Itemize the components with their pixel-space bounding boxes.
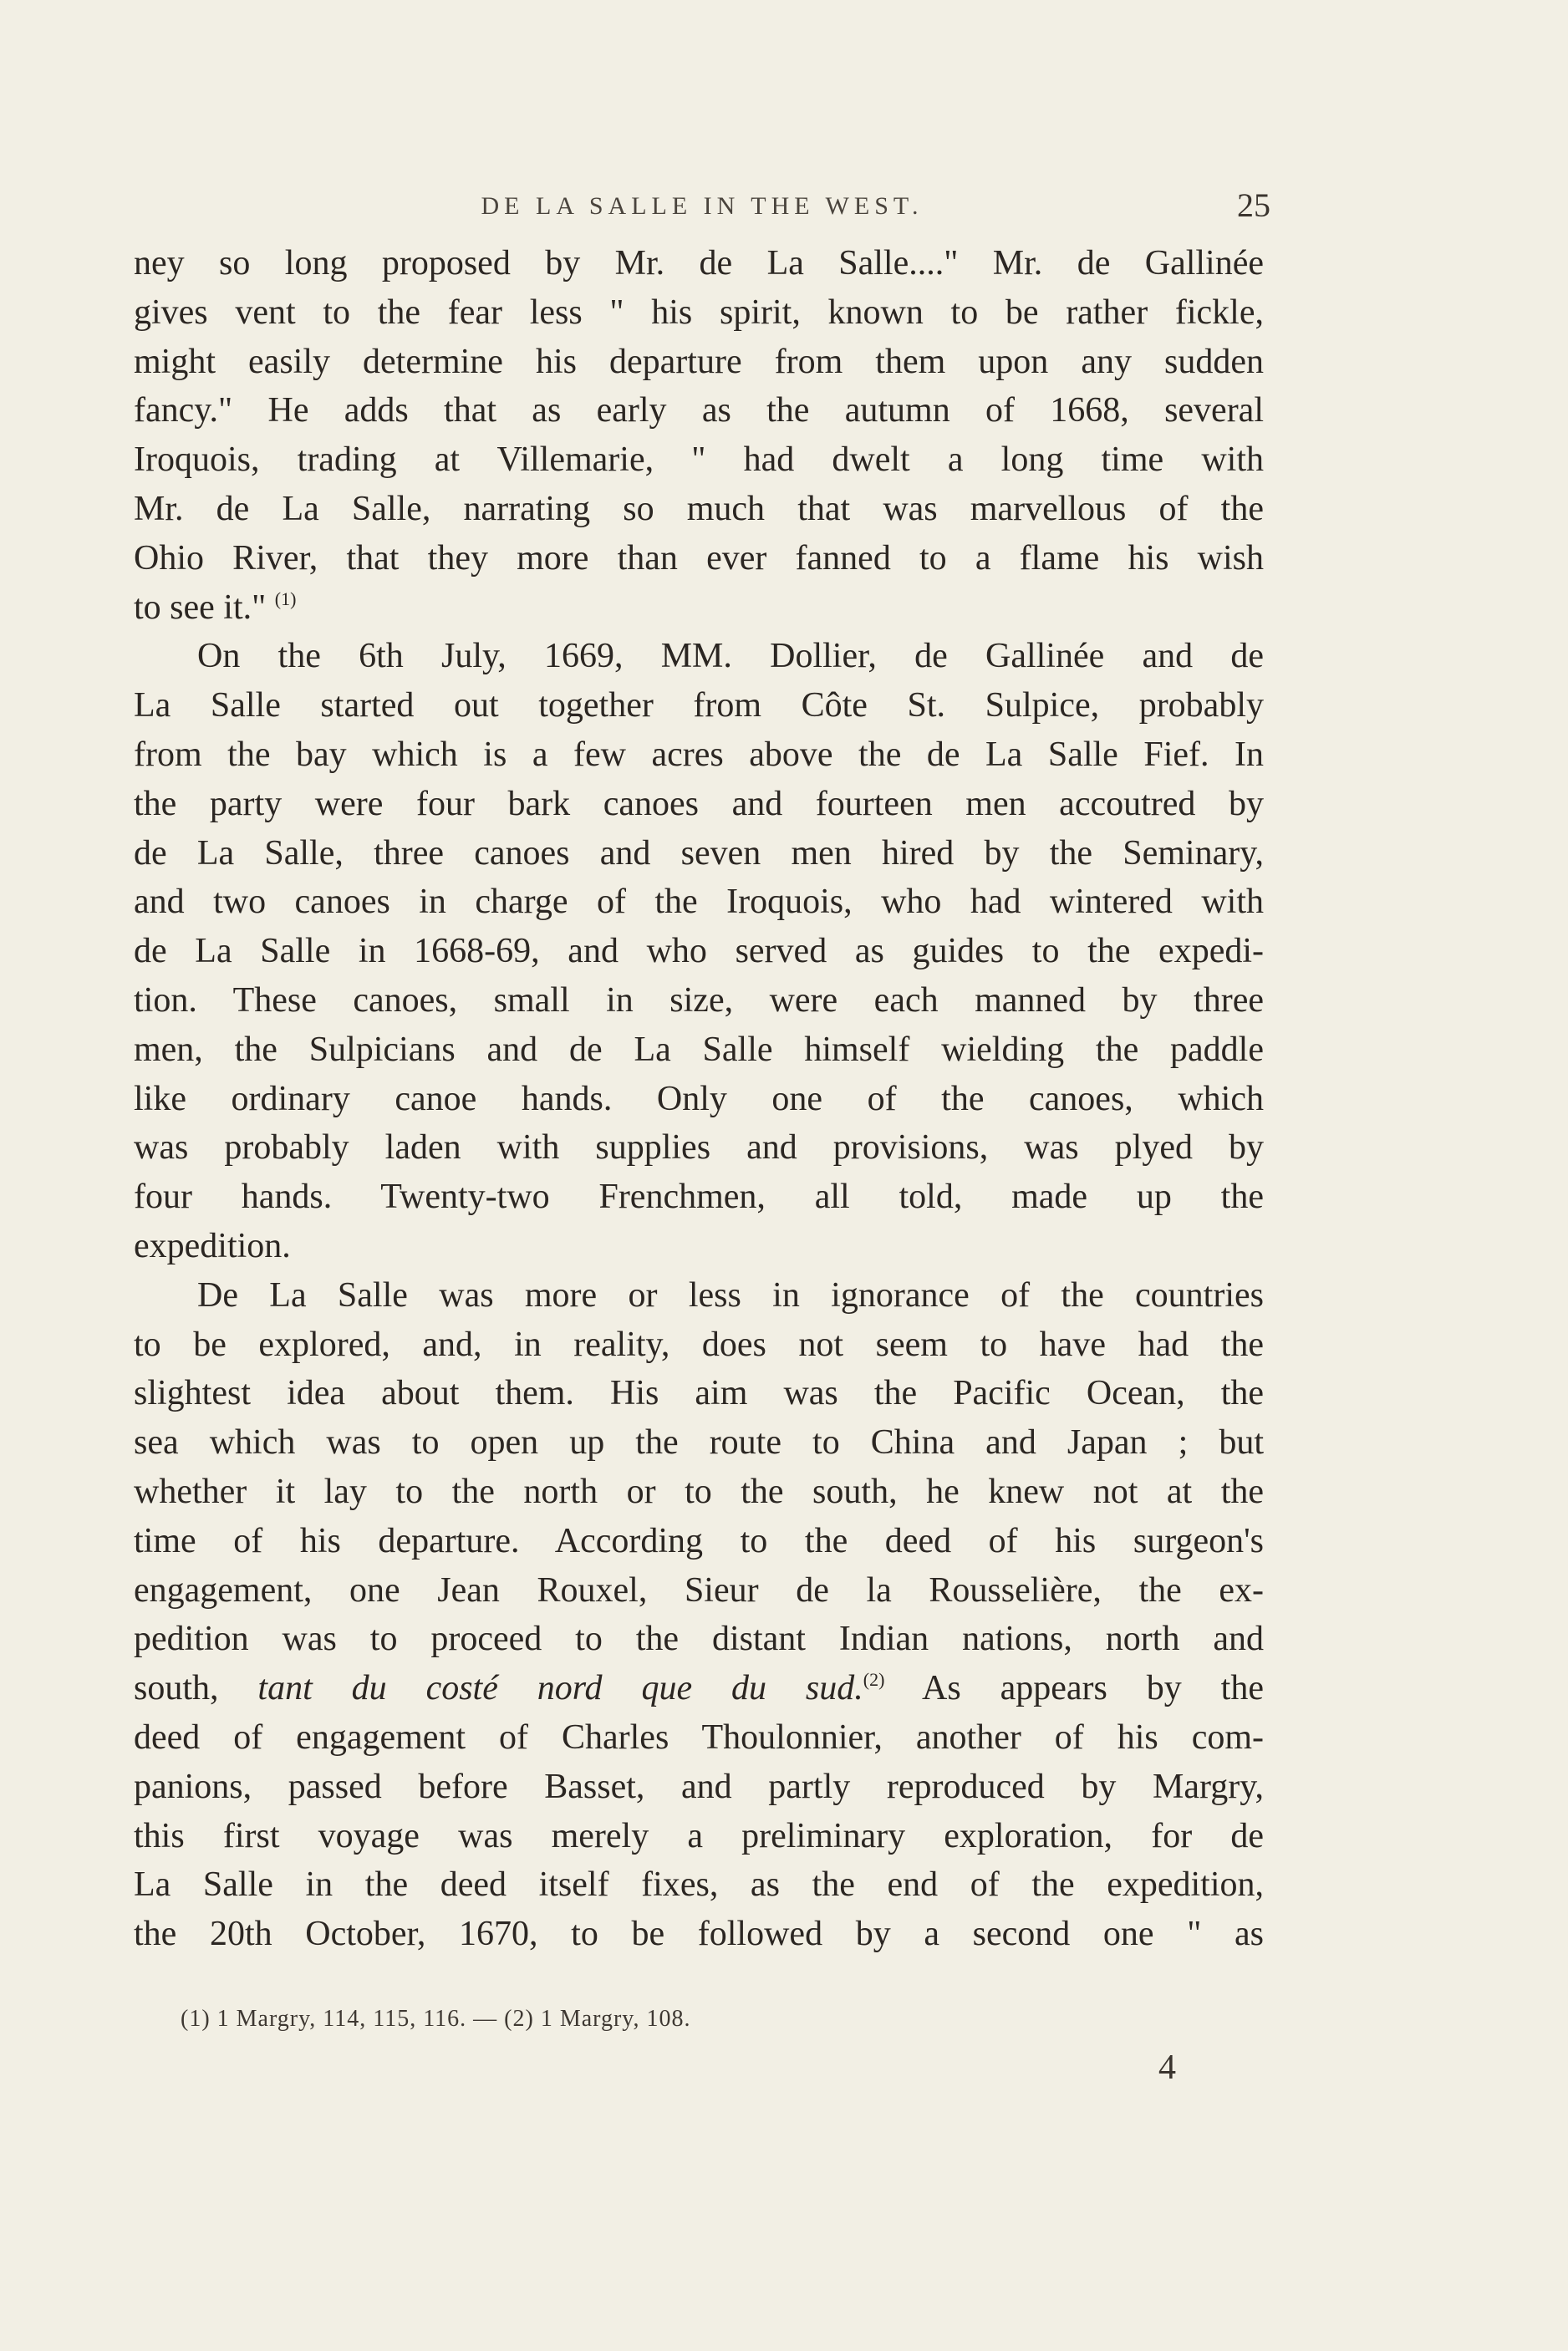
italic-phrase: tant du costé nord que du sud. [257,1669,863,1708]
text-fragment: to see it." [134,588,267,627]
text-line: slightest idea about them. His aim was the Pacific Ocean, the [134,1374,1264,1413]
body-text [134,239,1264,1959]
text-line: whether it lay to the north or to the south, he knew not at the [134,1472,1264,1511]
text-line: On the 6th July, 1669, MM. Dollier, de Gallinée and de [197,637,1264,676]
text-line: the 20th October, 1670, to be followed by a second one " as [134,1915,1264,1954]
text-line: de La Salle, three canoes and seven men hired by the Seminary, [134,833,1264,873]
text-line: Iroquois, trading at Villemarie, " had dwelt a long time with [134,440,1264,480]
text-line: La Salle started out together from Côte St. Sulpice, probably [134,686,1264,725]
text-line: Ohio River, that they more than ever fanned to a flame his wish [134,538,1264,578]
text-line: panions, passed before Basset, and partly reproduced by Margry, [134,1767,1264,1806]
text-line: might easily determine his departure from them upon any sudden [134,342,1264,381]
text-line: tion. These canoes, small in size, were each manned by three [134,980,1264,1020]
text-line: men, the Sulpicians and de La Salle himself wielding the paddle [134,1030,1264,1069]
text-fragment: south, [134,1669,219,1708]
text-line: gives vent to the fear less " his spirit, known to be rather fickle, [134,293,1264,332]
footnote-ref-1: (1) [274,588,297,609]
text-line: was probably laden with supplies and provisions, was plyed by [134,1128,1264,1168]
footnote-ref-2: (2) [863,1669,885,1691]
text-line: De La Salle was more or less in ignorance of the countries [197,1275,1264,1315]
text-line: the party were four bark canoes and fourteen men accoutred by [134,784,1264,823]
text-line: de La Salle in 1668-69, and who served as guides to the expedi- [134,932,1264,971]
text-line: from the bay which is a few acres above the de La Salle Fief. In [134,735,1264,774]
text-line: La Salle in the deed itself fixes, as the end of the expedition, [134,1865,1264,1905]
text-line: four hands. Twenty-two Frenchmen, all told, made up the [134,1178,1264,1217]
text-line [134,583,1264,633]
footnotes: (1) 1 Margry, 114, 115, 116. — (2) 1 Margry, 108. [181,2006,691,2032]
text-line [134,1664,1264,1713]
text-line: this first voyage was merely a preliminary exploration, for de [134,1816,1264,1855]
text-line: ney so long proposed by Mr. de La Salle...." Mr. de Gallinée [134,244,1264,282]
running-title: DE LA SALLE IN THE WEST. [481,192,924,220]
page-number: 25 [1237,186,1270,224]
text-line: engagement, one Jean Rouxel, Sieur de la Rousselière, the ex- [134,1570,1264,1610]
text-line: to be explored, and, in reality, does not seem to have had the [134,1325,1264,1364]
text-line: and two canoes in charge of the Iroquois, who had wintered with [134,883,1264,922]
text-line: Mr. de La Salle, narrating so much that was marvellous of the [134,489,1264,528]
text-line: like ordinary canoe hands. Only one of the canoes, which [134,1079,1264,1118]
signature-mark: 4 [1158,2048,1176,2087]
text-line: expedition. [134,1226,291,1265]
running-head [134,186,1270,227]
text-fragment: As appears by the [922,1669,1264,1708]
text-line: sea which was to open up the route to China and Japan ; but [134,1423,1264,1463]
text-line: pedition was to proceed to the distant Indian nations, north and [134,1620,1264,1659]
text-line: time of his departure. According to the deed of his surgeon's [134,1521,1264,1560]
text-line: deed of engagement of Charles Thoulonnier, another of his com- [134,1717,1264,1757]
text-line: fancy." He adds that as early as the autumn of 1668, several [134,391,1264,430]
